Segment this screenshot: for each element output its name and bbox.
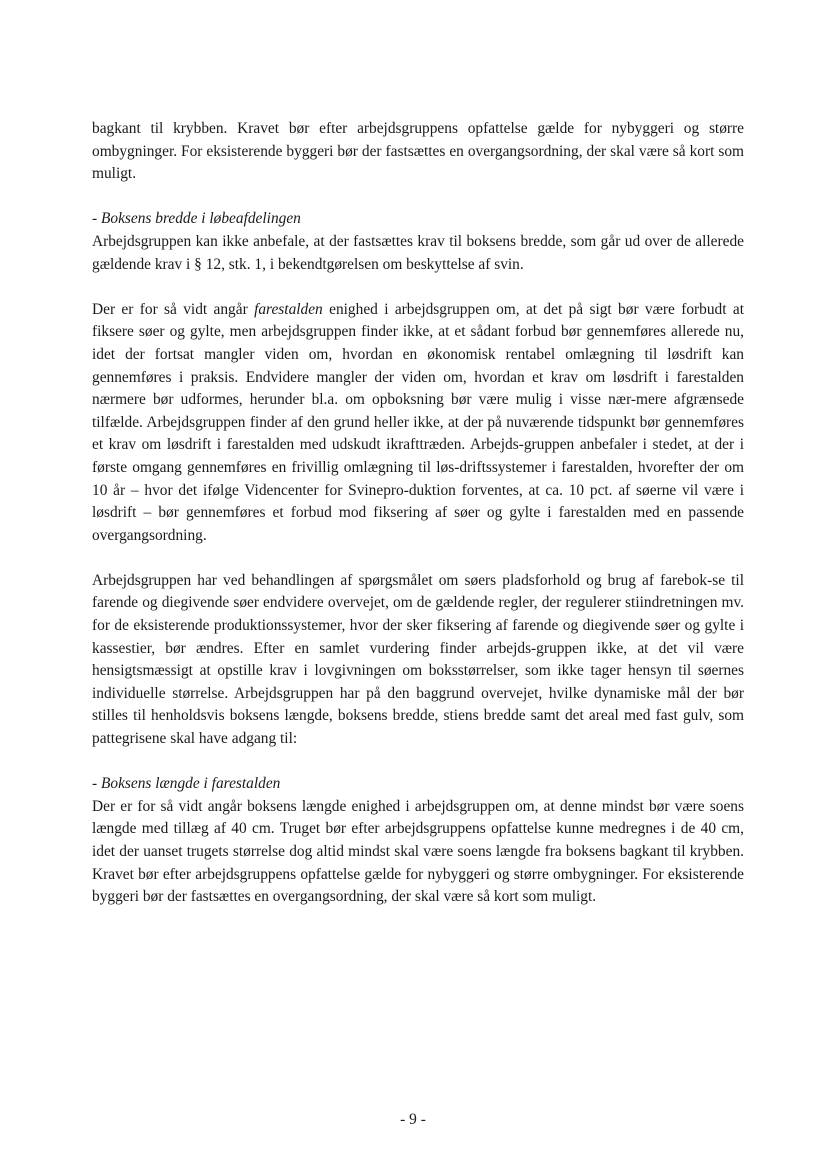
paragraph-gap	[92, 547, 744, 570]
paragraph-gap	[92, 751, 744, 774]
paragraph-gap	[92, 186, 744, 209]
paragraph-farestalden	[92, 299, 744, 548]
section-heading-boksens-bredde: - Boksens bredde i løbeafdelingen	[92, 210, 301, 228]
page-number: - 9 -	[400, 1111, 426, 1128]
page-body	[92, 118, 744, 909]
paragraph-gap	[92, 276, 744, 299]
paragraph-farestalden-italic: farestalden	[254, 300, 323, 318]
section-heading-boksens-laengde: - Boksens længde i farestalden	[92, 775, 281, 793]
paragraph-boksens-bredde: Arbejdsgruppen kan ikke anbefale, at der fastsættes krav til boksens bredde, som går ud over de allerede gældende krav i § 12, stk. 1, i bekendtgørelsen om beskyttelse af svin.	[92, 232, 744, 273]
paragraph-farestalden-lead: Der er for så vidt angår	[92, 300, 255, 318]
paragraph-farestalden-body: enighed i arbejdsgruppen om, at det på sigt bør være forbudt at fiksere søer og gylte, men arbejdsgruppen finder ikke, at et sådant forbud bør gennemføres allerede nu, idet der fortsat mangler viden om, hvordan en økonomisk rentabel omlægning til løsdrift kan gennemføres i praksis. Endvidere mangler der viden om, hvordan et krav om løsdrift i farestalden nærmere bør udformes, herunder bl.a. om opboksning bør være mulig i visse nær-mere afgrænsede tilfælde. Arbejdsgruppen finder af den grund heller ikke, at der på nuværende tidspunkt bør gennemføres et krav om løsdrift i farestalden med udskudt ikrafttræden. Arbejds-gruppen anbefaler i stedet, at der i første omgang gennemføres en frivillig omlægning til løs-driftssystemer i farestalden, hvorefter der om 10 år – hvor det ifølge Videncenter for Svinepro-duktion forventes, at ca. 10 pct. af søerne vil være i løsdrift – bør gennemføres et forbud mod fiksering af søer og gylte i farestalden med en passende overgangsordning.	[92, 300, 744, 544]
paragraph-continuation: bagkant til krybben. Kravet bør efter arbejdsgruppens opfattelse gælde for nybyggeri og større ombygninger. For eksisterende byggeri bør der fastsættes en overgangsordning, der skal være så kort som muligt.	[92, 120, 744, 183]
paragraph-pladsforhold: Arbejdsgruppen har ved behandlingen af spørgsmålet om søers pladsforhold og brug af farebok-se til farende og diegivende søer endvidere overvejet, om de gældende regler, der regulerer stiindretningen mv. for de eksisterende produktionssystemer, hvor der sker fiksering af farende og diegivende søer og gylte i kassestier, bør ændres. Efter en samlet vurdering finder arbejds-gruppen ikke, at det vil være hensigtsmæssigt at opstille krav i lovgivningen om boksstørrelser, som ikke tager hensyn til søernes individuelle størrelse. Arbejdsgruppen har på den baggrund overvejet, hvilke dynamiske mål der bør stilles til henholdsvis boksens længde, boksens bredde, stiens bredde samt det areal med fast gulv, som pattegrisene skal have adgang til:	[92, 571, 744, 748]
paragraph-boksens-laengde: Der er for så vidt angår boksens længde enighed i arbejdsgruppen om, at denne mindst bør være soens længde med tillæg af 40 cm. Truget bør efter arbejdsgruppens opfattelse kunne medregnes i de 40 cm, idet der uanset trugets størrelse dog altid mindst skal være soens længde fra boksens bagkant til krybben. Kravet bør efter arbejdsgruppens opfattelse gælde for nybyggeri og større ombygninger. For eksisterende byggeri bør der fastsættes en overgangsordning, der skal være så kort som muligt.	[92, 797, 744, 906]
